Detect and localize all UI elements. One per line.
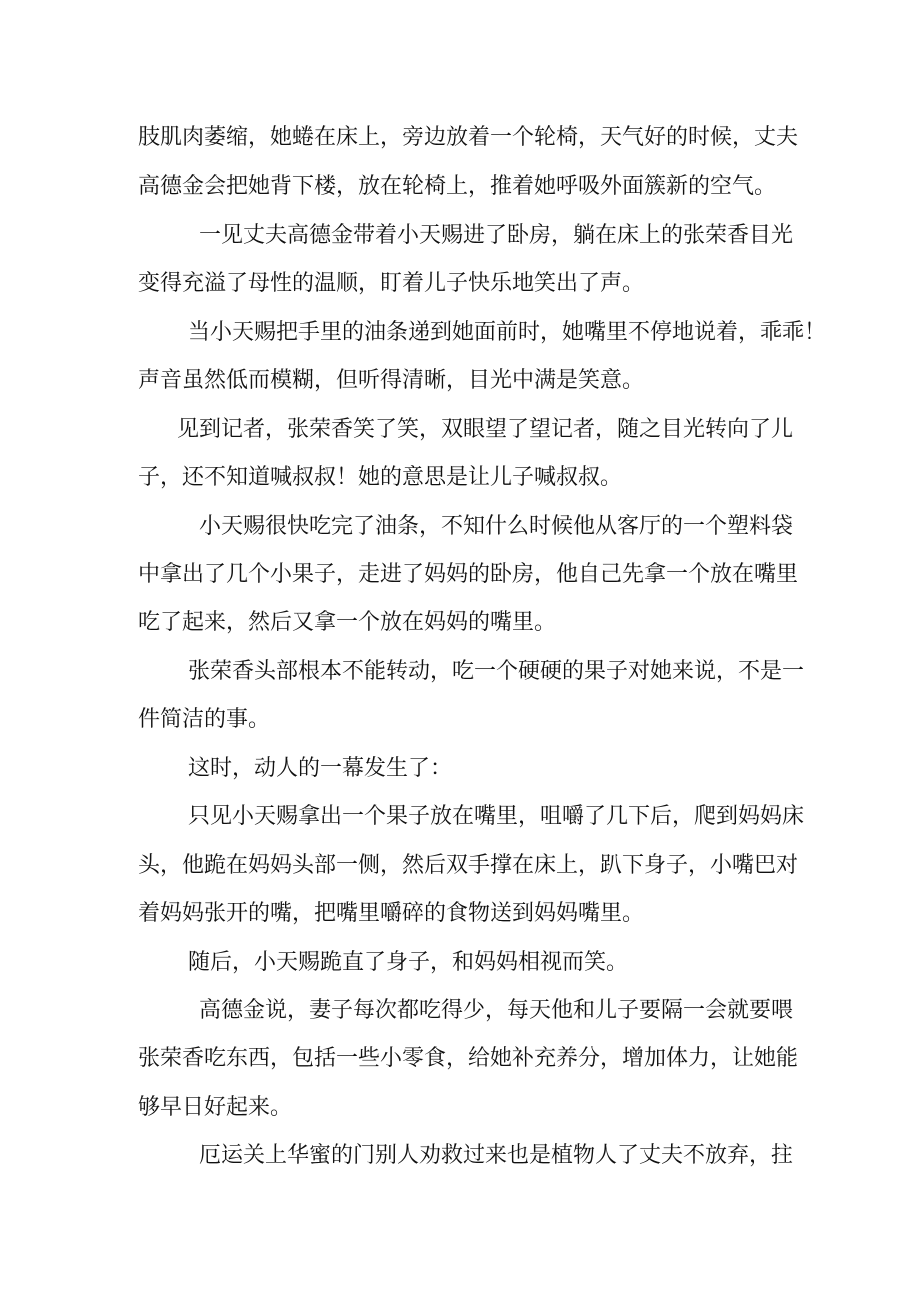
- text-line: 吃了起来，然后又拿一个放在妈妈的嘴里。: [138, 610, 557, 635]
- text-line: 中拿出了几个小果子，走进了妈妈的卧房，他自己先拿一个放在嘴里: [138, 562, 799, 587]
- text-line: 一见丈夫高德金带着小天赐进了卧房，躺在床上的张荣香目光: [199, 223, 794, 248]
- text-line: 见到记者，张荣香笑了笑，双眼望了望记者，随之目光转向了儿: [177, 417, 794, 442]
- text-line: 件简洁的事。: [138, 707, 271, 732]
- text-line: 高德金会把她背下楼，放在轮椅上，推着她呼吸外面簇新的空气。: [138, 174, 777, 199]
- text-line: 肢肌肉萎缩，她蜷在床上，旁边放着一个轮椅，天气好的时候，丈夫: [138, 125, 799, 150]
- text-line: 厄运关上华蜜的门别人劝救过来也是植物人了丈夫不放弃，拄: [199, 1143, 794, 1168]
- text-line: 声音虽然低而模糊，但听得清晰，目光中满是笑意。: [138, 368, 645, 393]
- text-line: 张荣香头部根本不能转动，吃一个硬硬的果子对她来说，不是一: [188, 659, 805, 684]
- text-line: 随后，小天赐跪直了身子，和妈妈相视而笑。: [188, 950, 629, 975]
- text-line: 子，还不知道喊叔叔！她的意思是让儿子喊叔叔。: [138, 465, 623, 490]
- text-line: 这时，动人的一幕发生了：: [188, 756, 453, 781]
- text-line: 张荣香吃东西，包括一些小零食，给她补充养分，增加体力，让她能: [138, 1046, 799, 1071]
- text-line: 变得充溢了母性的温顺，盯着儿子快乐地笑出了声。: [138, 271, 645, 296]
- text-line: 只见小天赐拿出一个果子放在嘴里，咀嚼了几下后，爬到妈妈床: [188, 804, 805, 829]
- text-line: 头，他跪在妈妈头部一侧，然后双手撑在床上，趴下身子，小嘴巴对: [138, 853, 799, 878]
- text-line: 够早日好起来。: [138, 1095, 293, 1120]
- text-line: 当小天赐把手里的油条递到她面前时，她嘴里不停地说着，乖乖！: [188, 320, 827, 345]
- text-line: 着妈妈张开的嘴，把嘴里嚼碎的食物送到妈妈嘴里。: [138, 901, 645, 926]
- text-line: 小天赐很快吃完了油条，不知什么时候他从客厅的一个塑料袋: [199, 514, 794, 539]
- text-line: 高德金说，妻子每次都吃得少，每天他和儿子要隔一会就要喂: [199, 998, 794, 1023]
